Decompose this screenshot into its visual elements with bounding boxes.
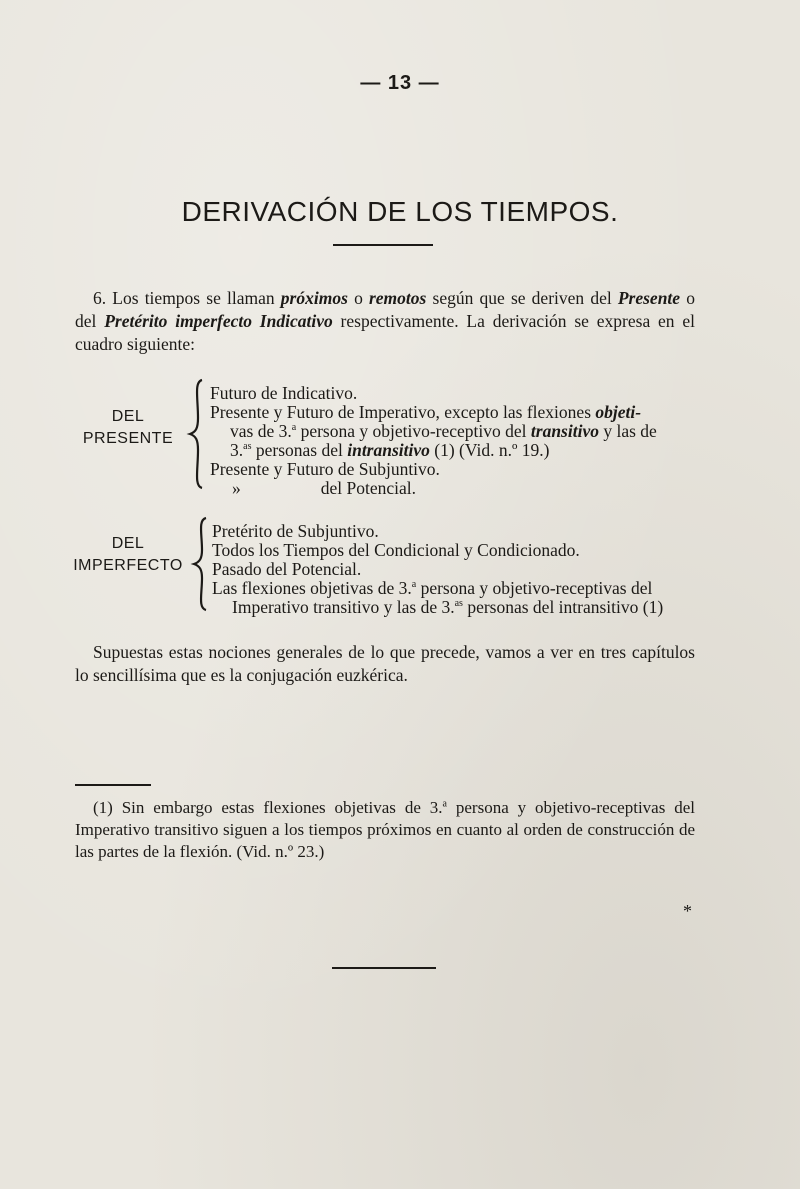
intro-term-preterito: Pretérito imperfecto Indicativo	[104, 311, 333, 331]
presente-item-1: Futuro de Indicativo.	[210, 383, 358, 403]
presente-item-2-text: Presente y Futuro de Imperativo, excepto las flexiones	[210, 402, 596, 422]
imperfecto-item-2: Todos los Tiempos del Condicional y Condicionado.	[212, 540, 580, 560]
presente-item-2-cont-text-b: persona y objetivo-receptivo del	[296, 421, 531, 441]
presente-item-4	[210, 479, 700, 498]
page-title: DERIVACIÓN DE LOS TIEMPOS.	[181, 196, 619, 227]
brace-presente	[186, 378, 208, 490]
intro-term-proximos: próximos	[280, 288, 348, 308]
footnote-text-a: (1) Sin embargo estas flexiones objetivas de 3.	[93, 798, 443, 817]
presente-item-3: Presente y Futuro de Subjuntivo.	[210, 459, 440, 479]
imperfecto-item-4-sup: a	[411, 579, 417, 591]
group-label-presente-line1: DEL	[111, 408, 145, 425]
group-label-imperfecto	[64, 533, 192, 577]
presente-item-2-cont	[210, 422, 700, 441]
footnote-rule	[75, 784, 151, 786]
intro-text-5: respectivamente. La derivación se expresa en el cuadro siguiente:	[75, 311, 695, 354]
page-number: — 13 —	[360, 72, 440, 94]
end-rule	[332, 967, 436, 969]
closing-paragraph: Supuestas estas nociones generales de lo que precede, vamos a ver en tres capítulos lo sencillísima que es la conjugación euzkérica.	[75, 642, 695, 685]
intro-paragraph	[75, 287, 695, 356]
intro-text-3: según que se deriven del	[426, 288, 618, 308]
presente-item-2-cont2	[210, 441, 700, 460]
group-label-imperfecto-line2: IMPERFECTO	[73, 557, 183, 574]
imperfecto-item-4-cont-sup: as	[454, 598, 463, 610]
presente-item-2-cont-text-a: vas de 3.	[230, 421, 292, 441]
footnote	[75, 797, 695, 863]
intro-term-presente: Presente	[617, 288, 681, 308]
presente-item-2-cont2-text-a: 3.	[230, 440, 244, 460]
presente-item-2	[210, 403, 700, 422]
imperfecto-item-4-text-b: persona y objetivo-receptivas del	[416, 578, 653, 598]
intro-term-remotos: remotos	[368, 288, 427, 308]
presente-item-2-cont-term: transitivo	[530, 421, 599, 441]
presente-item-2-cont-text-c: y las de	[598, 421, 657, 441]
ditto-mark: »	[232, 478, 241, 498]
presente-item-2-cont-sup: a	[291, 422, 297, 434]
brace-imperfecto	[190, 516, 212, 612]
imperfecto-item-4-cont	[212, 598, 702, 617]
imperfecto-item-4-cont-text-b: personas del intransitivo (1)	[462, 597, 664, 617]
group-label-imperfecto-line1: DEL	[111, 535, 145, 552]
asterisk-mark: *	[683, 901, 692, 921]
imperfecto-item-4	[212, 579, 702, 598]
presente-item-2-cont2-text-b: personas del	[251, 440, 348, 460]
presente-item-2-cont2-text-c: (1) (Vid. n.º 19.)	[429, 440, 550, 460]
presente-item-2-cont2-term: intransitivo	[347, 440, 430, 460]
title-rule	[333, 244, 433, 246]
intro-text-2: o	[347, 288, 369, 308]
footnote-sup: a	[442, 798, 447, 810]
group-label-presente-line2: PRESENTE	[82, 430, 174, 447]
group-label-presente	[72, 406, 184, 450]
imperfecto-item-4-text-a: Las flexiones objetivas de 3.	[212, 578, 412, 598]
imperfecto-item-4-cont-text-a: Imperativo transitivo y las de 3.	[232, 597, 455, 617]
presente-list	[210, 384, 700, 498]
presente-item-2-cont2-sup: as	[243, 441, 252, 453]
intro-text-4: o del	[75, 288, 695, 331]
imperfecto-item-3: Pasado del Potencial.	[212, 559, 362, 579]
presente-item-4-text: del Potencial.	[320, 478, 417, 498]
imperfecto-list	[212, 522, 702, 617]
imperfecto-item-1: Pretérito de Subjuntivo.	[212, 521, 379, 541]
footnote-text-b: persona y objetivo-receptivas del Imperativo transitivo siguen a los tiempos próximos en cuanto al orden de construcción de las partes de la flexión. (Vid. n.º 23.)	[75, 798, 695, 861]
presente-item-2-term: objeti-	[595, 402, 642, 422]
intro-text-1: 6. Los tiempos se llaman	[93, 288, 281, 308]
